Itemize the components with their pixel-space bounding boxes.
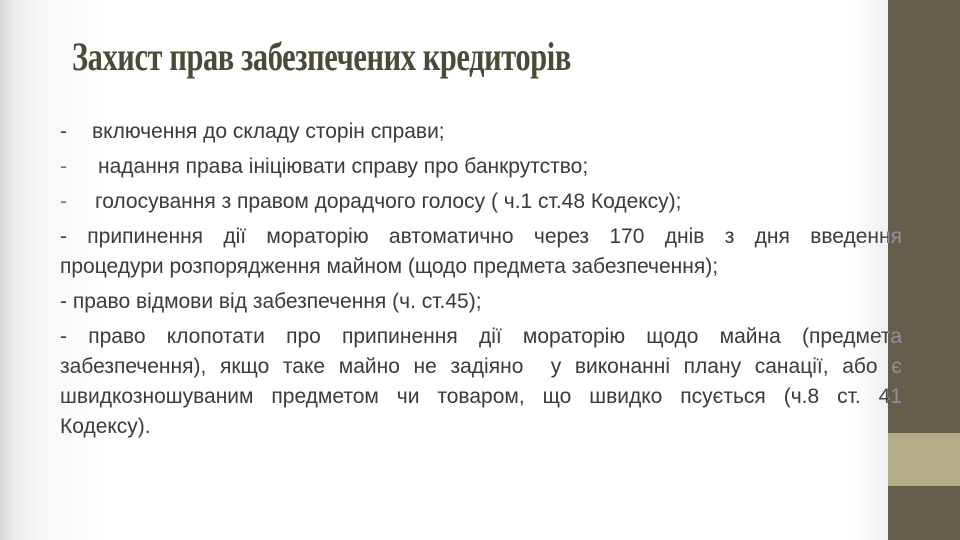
bullet-paragraph	[60, 322, 902, 442]
bullet-line: - голосування з правом дорадчого голосу ( ч.1 ст.48 Кодексу);	[60, 187, 902, 217]
bullet-line: Кодексу).	[60, 415, 151, 438]
bullet-line: - право клопотати про припинення дії мораторію щодо майна (предмета	[60, 325, 902, 348]
bullet-paragraph	[60, 117, 902, 147]
bullet-paragraph	[60, 222, 902, 282]
bullet-line: - припинення дії мораторію автоматично через 170 днів з дня введення	[60, 225, 902, 248]
bullet-line: - включення до складу сторін справи;	[60, 117, 902, 147]
bullet-line: забезпечення), якщо таке майно не задіяно у виконанні плану санації, або є	[60, 355, 902, 378]
bullet-list	[60, 117, 902, 447]
bullet-line: - право відмови від забезпечення (ч. ст.45);	[60, 290, 482, 313]
slide-title: Захист прав забезпечених кредиторів	[72, 34, 571, 79]
bullet-dash: -	[60, 190, 67, 213]
bullet-dash: -	[60, 155, 67, 178]
bullet-paragraph	[60, 287, 902, 317]
bullet-paragraph	[60, 187, 902, 217]
bullet-paragraph	[60, 152, 902, 182]
bullet-line: - надання права ініціювати справу про банкрутство;	[60, 152, 902, 182]
bullet-dash: -	[60, 120, 67, 143]
bullet-line: швидкозношуваним предметом чи товаром, що швидко псується (ч.8 ст. 41	[60, 385, 902, 408]
bullet-line: процедури розпорядження майном (щодо предмета забезпечення);	[60, 255, 719, 278]
